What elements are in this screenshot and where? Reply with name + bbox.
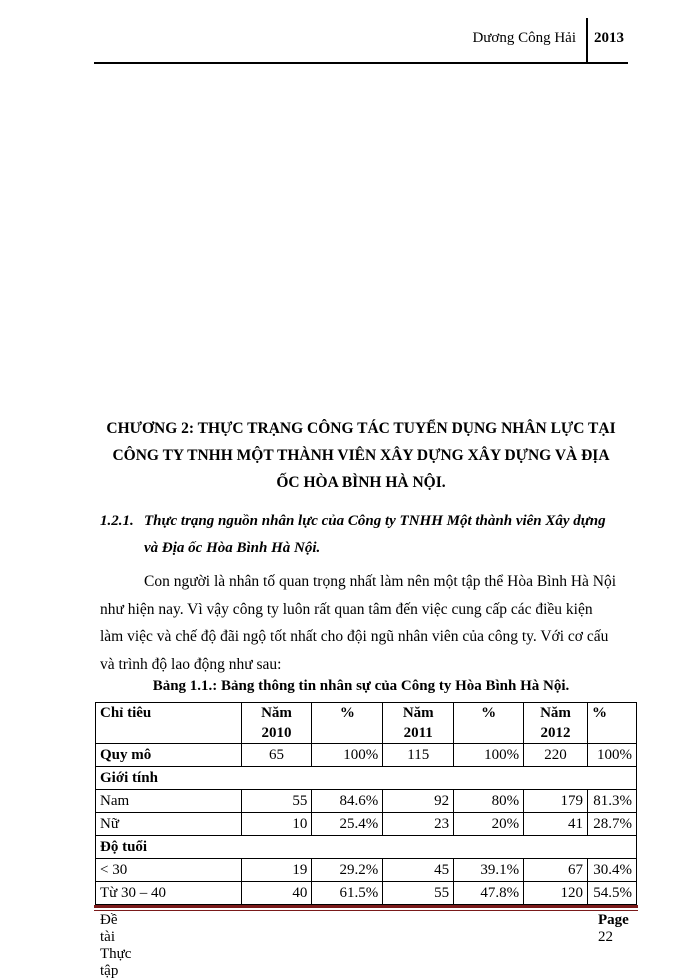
table-cell: 220 [524,744,588,767]
header-cell-pct: % [312,703,383,744]
section-number: 1.2.1. [100,513,134,529]
table-cell: 54.5% [587,882,636,905]
section-title-line: Thực trạng nguồn nhân lực của Công ty TNHH Một thành viên Xây dựng [144,513,606,529]
chapter-title [94,415,628,496]
row-label: Từ 30 – 40 [96,882,242,905]
table-cell: 179 [524,790,588,813]
table-cell: 100% [312,744,383,767]
header-cell-year: Năm 2012 [524,703,588,744]
footer-topic: Đề tài Thực tập [100,912,132,979]
table-cell: 39.1% [454,859,524,882]
table-cell: 28.7% [587,813,636,836]
table-cell: 65 [241,744,312,767]
personnel-table [95,702,637,905]
header-cell-criteria: Chỉ tiêu [96,703,242,744]
header-divider [586,18,588,62]
table-cell: 20% [454,813,524,836]
table-cell: 115 [383,744,454,767]
table-cell: 41 [524,813,588,836]
table-cell: 55 [241,790,312,813]
table-cell: 120 [524,882,588,905]
table-cell: 100% [587,744,636,767]
paragraph-line: và trình độ lao động như sau: [100,655,282,673]
table-cell: 29.2% [312,859,383,882]
table-cell: 81.3% [587,790,636,813]
table-group-row [96,767,637,790]
header-cell-pct: % [587,703,636,744]
header-cell-pct: % [454,703,524,744]
page-header [0,0,700,62]
table-cell: 19 [241,859,312,882]
table-row [96,744,637,767]
table-cell: 10 [241,813,312,836]
body-paragraph [100,568,628,678]
section-heading [100,508,630,562]
table-cell: 80% [454,790,524,813]
table-cell: 67 [524,859,588,882]
header-rule [94,62,628,64]
chapter-title-line: CHƯƠNG 2: THỰC TRẠNG CÔNG TÁC TUYỂN DỤNG NHÂN LỰC TẠI [106,420,616,437]
table-row [96,813,637,836]
table-cell: 92 [383,790,454,813]
table-row [96,882,637,905]
group-title: Độ tuổi [96,836,637,859]
paragraph-line: làm việc và chế độ đãi ngộ tốt nhất cho đội ngũ nhân viên của công ty. Với cơ cấu [100,628,609,645]
header-cell-year: Năm 2011 [383,703,454,744]
table-cell: 100% [454,744,524,767]
chapter-title-line: ỐC HÒA BÌNH HÀ NỘI. [276,474,446,491]
row-label: < 30 [96,859,242,882]
table-row [96,859,637,882]
table-row [96,790,637,813]
header-cell-year: Năm 2010 [241,703,312,744]
table-cell: 23 [383,813,454,836]
table-cell: 55 [383,882,454,905]
table-cell: 45 [383,859,454,882]
row-label: Nam [96,790,242,813]
table-header-row [96,703,637,744]
table-cell: 84.6% [312,790,383,813]
group-title: Giới tính [96,767,637,790]
table-cell: 25.4% [312,813,383,836]
paragraph-line: Con người là nhân tố quan trọng nhất làm nên một tập thể Hòa Bình Hà Nội [144,573,617,590]
table-group-row [96,836,637,859]
header-year: 2013 [594,30,624,46]
table-caption: Bảng 1.1.: Bảng thông tin nhân sự của Công ty Hòa Bình Hà Nội. [152,678,570,694]
footer-rule [94,905,638,908]
paragraph-line: như hiện nay. Vì vậy công ty luôn rất quan tâm đến việc cung cấp các điều kiện [100,600,593,618]
page-number: Page 22 [598,912,629,945]
row-label: Nữ [96,813,242,836]
table-cell: 47.8% [454,882,524,905]
header-author: Dương Công Hải [472,30,576,46]
section-title-line: và Địa ốc Hòa Bình Hà Nội. [144,540,321,556]
table-cell: 30.4% [587,859,636,882]
footer-rule [94,910,638,911]
table-cell: 40 [241,882,312,905]
table-cell: 61.5% [312,882,383,905]
row-label: Quy mô [96,744,242,767]
chapter-title-line: CÔNG TY TNHH MỘT THÀNH VIÊN XÂY DỰNG XÂY DỰNG VÀ ĐỊA [112,447,610,464]
